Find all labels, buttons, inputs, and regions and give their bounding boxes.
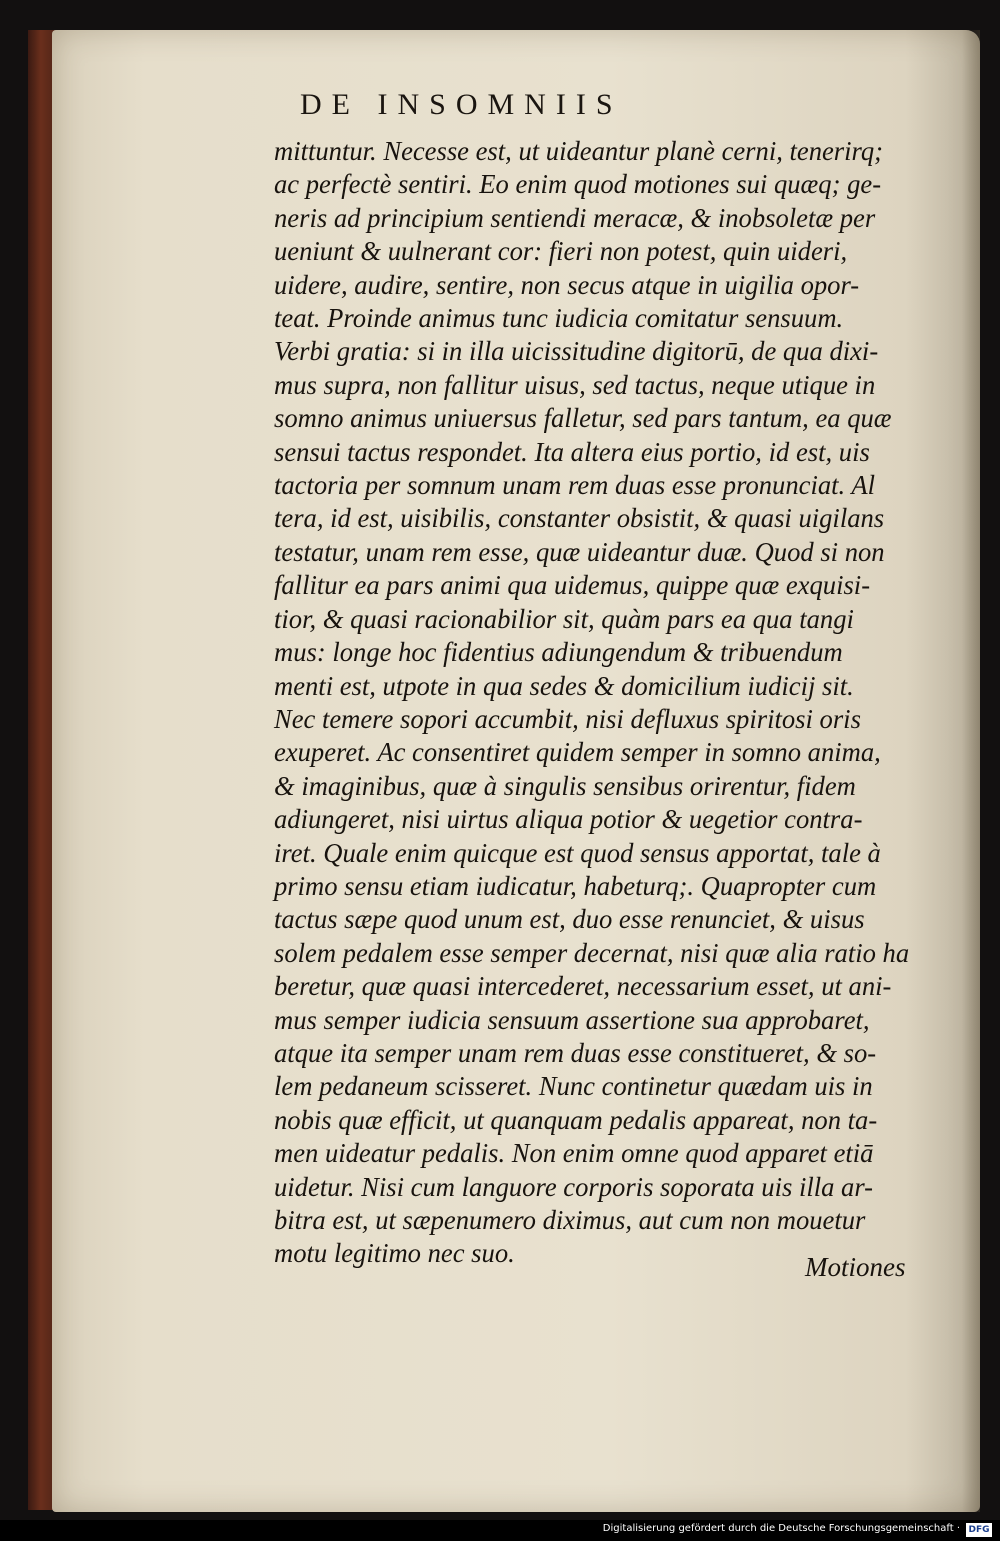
text-line: ueniunt & uulnerant cor: fieri non potest, quin uideri,	[274, 236, 848, 267]
text-line: solem pedalem esse semper decernat, nisi quæ alia ratio ha	[274, 937, 910, 968]
text-line: tactoria per somnum unam rem duas esse pronunciat. Al	[274, 470, 875, 501]
text-line: atque ita semper unam rem duas esse constitueret, & so-	[274, 1037, 877, 1068]
text-line: lem pedaneum scisseret. Nunc continetur quædam uis in	[274, 1071, 873, 1102]
text-line: tera, id est, uisibilis, constanter obsistit, & quasi uigilans	[274, 503, 885, 534]
text-line: uidetur. Nisi cum languore corporis soporata uis illa ar-	[274, 1171, 874, 1202]
text-line: tior, & quasi racionabilior sit, quàm pars ea qua tangi	[274, 603, 854, 634]
text-line: neris ad principium sentiendi meracæ, & inobsoletæ per	[274, 202, 876, 233]
text-line: mus semper iudicia sensuum assertione sua approbaret,	[274, 1004, 870, 1035]
text-block	[274, 135, 934, 1271]
dfg-logo: DFG	[966, 1523, 992, 1537]
text-line: fallitur ea pars animi qua uidemus, quippe quæ exquisi-	[274, 570, 871, 601]
text-line: teat. Proinde animus tunc iudicia comitatur sensuum.	[274, 303, 844, 334]
text-line: mittuntur. Necesse est, ut uideantur planè cerni, tenerirq;	[274, 136, 884, 166]
text-line: testatur, unam rem esse, quæ uideantur duæ. Quod si non	[274, 536, 885, 567]
text-line: sensui tactus respondet. Ita altera eius portio, id est, uis	[274, 436, 870, 467]
text-line: mus: longe hoc fidentius adiungendum & tribuendum	[274, 637, 843, 668]
text-line: uidere, audire, sentire, non secus atque in uigilia opor-	[274, 269, 860, 300]
text-line: menti est, utpote in qua sedes & domicilium iudicij sit.	[274, 670, 854, 701]
text-line: ac perfectè sentiri. Eo enim quod motiones sui quæq; ge-	[274, 169, 882, 200]
text-line: beretur, quæ quasi intercederet, necessarium esset, ut ani-	[274, 971, 892, 1002]
page-shadow-edge	[962, 30, 980, 1512]
text-line: mus supra, non fallitur uisus, sed tactus, neque utique in	[274, 369, 876, 400]
running-head: DE INSOMNIIS	[300, 88, 623, 121]
text-line: Nec temere sopori accumbit, nisi defluxus spiritosi oris	[274, 703, 861, 734]
text-line: adiungeret, nisi uirtus aliqua potior & uegetior contra-	[274, 804, 863, 835]
text-line: tactus sæpe quod unum est, duo esse renunciet, & uisus	[274, 904, 865, 935]
text-line: primo sensu etiam iudicatur, habeturq;. Quapropter cum	[274, 870, 877, 901]
text-line: somno animus uniuersus falletur, sed pars tantum, ea quæ	[274, 403, 892, 434]
text-line: bitra est, ut sæpenumero diximus, aut cum non mouetur	[274, 1205, 866, 1235]
text-line: motu legitimo nec suo.	[274, 1238, 515, 1269]
text-line: nobis quæ efficit, ut quanquam pedalis appareat, non ta-	[274, 1104, 878, 1135]
text-line: Verbi gratia: si in illa uicissitudine digitorū, de qua dixi-	[274, 336, 879, 367]
text-line: iret. Quale enim quicque est quod sensus apportat, tale à	[274, 837, 881, 868]
text-line: men uideatur pedalis. Non enim omne quod apparet etiā	[274, 1138, 874, 1169]
text-line: exuperet. Ac consentiret quidem semper in somno anima,	[274, 737, 881, 768]
footer-bar	[0, 1520, 1000, 1541]
catchword: Motiones	[805, 1252, 906, 1282]
footer-credit: Digitalisierung gefördert durch die Deutsche Forschungsgemeinschaft ·	[602, 1523, 960, 1534]
text-line: & imaginibus, quæ à singulis sensibus orirentur, fidem	[274, 770, 856, 801]
